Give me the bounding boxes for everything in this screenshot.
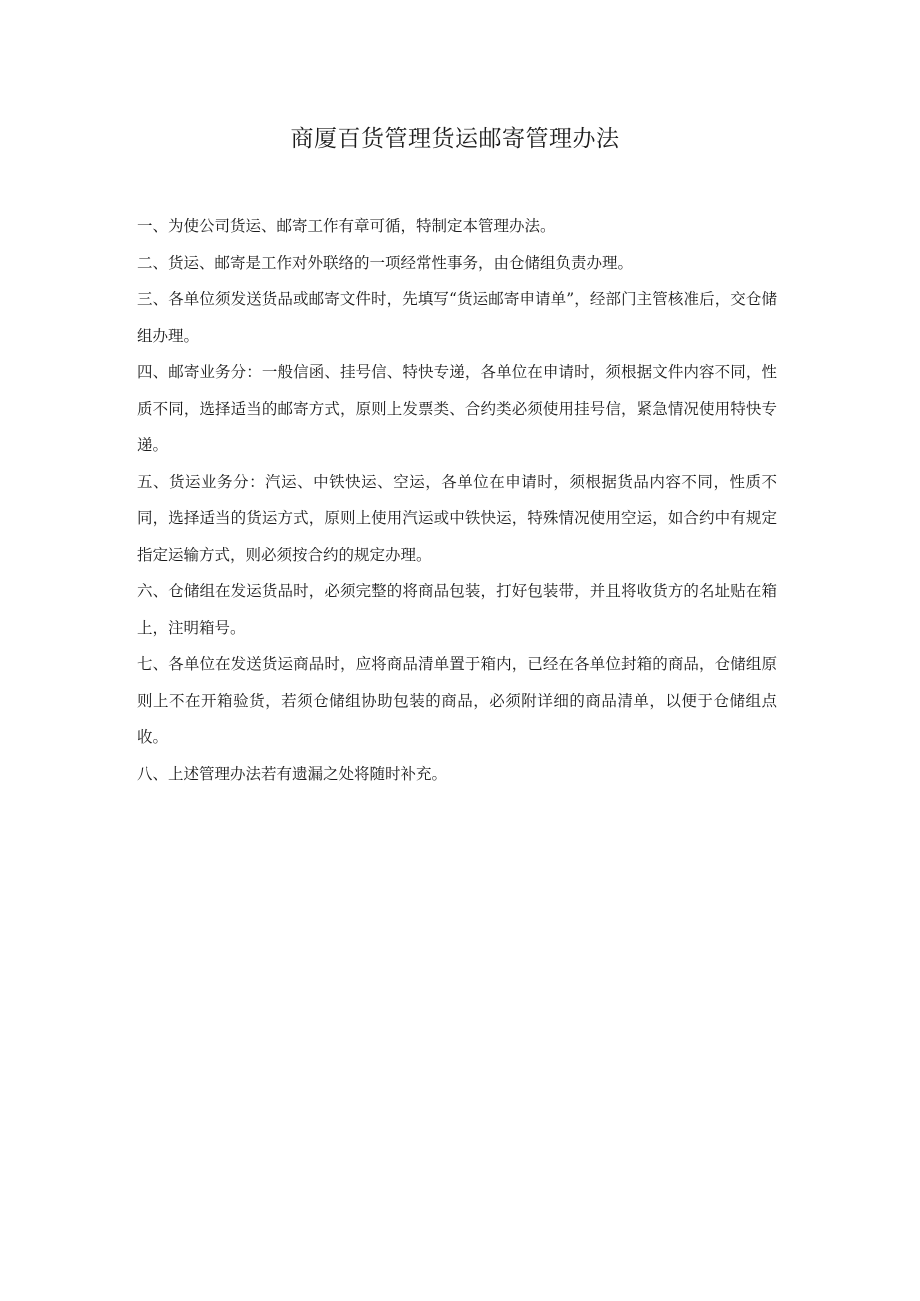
paragraph-2: 二、货运、邮寄是工作对外联络的一项经常性事务，由仓储组负责办理。 (137, 253, 634, 272)
paragraph-7: 七、各单位在发送货运商品时，应将商品清单置于箱内，已经在各单位封箱的商品，仓储组原则上不在开箱验货，若须仓储组协助包装的商品，必须附详细的商品清单，以便于仓储组点收。 (137, 655, 777, 746)
paragraph-3: 三、各单位须发送货品或邮寄文件时，先填写“货运邮寄申请单”，经部门主管核准后，交仓储组办理。 (137, 290, 777, 345)
paragraph-6: 六、仓储组在发运货品时，必须完整的将商品包装，打好包装带，并且将收货方的名址贴在箱上，注明箱号。 (137, 582, 777, 637)
document-body (137, 208, 777, 792)
paragraph-1: 一、为使公司货运、邮寄工作有章可循，特制定本管理办法。 (137, 217, 556, 235)
paragraph-4: 四、邮寄业务分：一般信函、挂号信、特快专递，各单位在申请时，须根据文件内容不同，性质不同，选择适当的邮寄方式，原则上发票类、合约类必须使用挂号信，紧急情况使用特快专递。 (137, 363, 777, 454)
document-title: 商厦百货管理货运邮寄管理办法 (290, 126, 620, 152)
paragraph-8: 八、上述管理办法若有遗漏之处将随时补充。 (137, 764, 448, 783)
paragraph-5: 五、货运业务分：汽运、中铁快运、空运，各单位在申请时，须根据货品内容不同，性质不同，选择适当的货运方式，原则上使用汽运或中铁快运，特殊情况使用空运，如合约中有规定指定运输方式，则必须按合约的规定办理。 (137, 472, 777, 564)
